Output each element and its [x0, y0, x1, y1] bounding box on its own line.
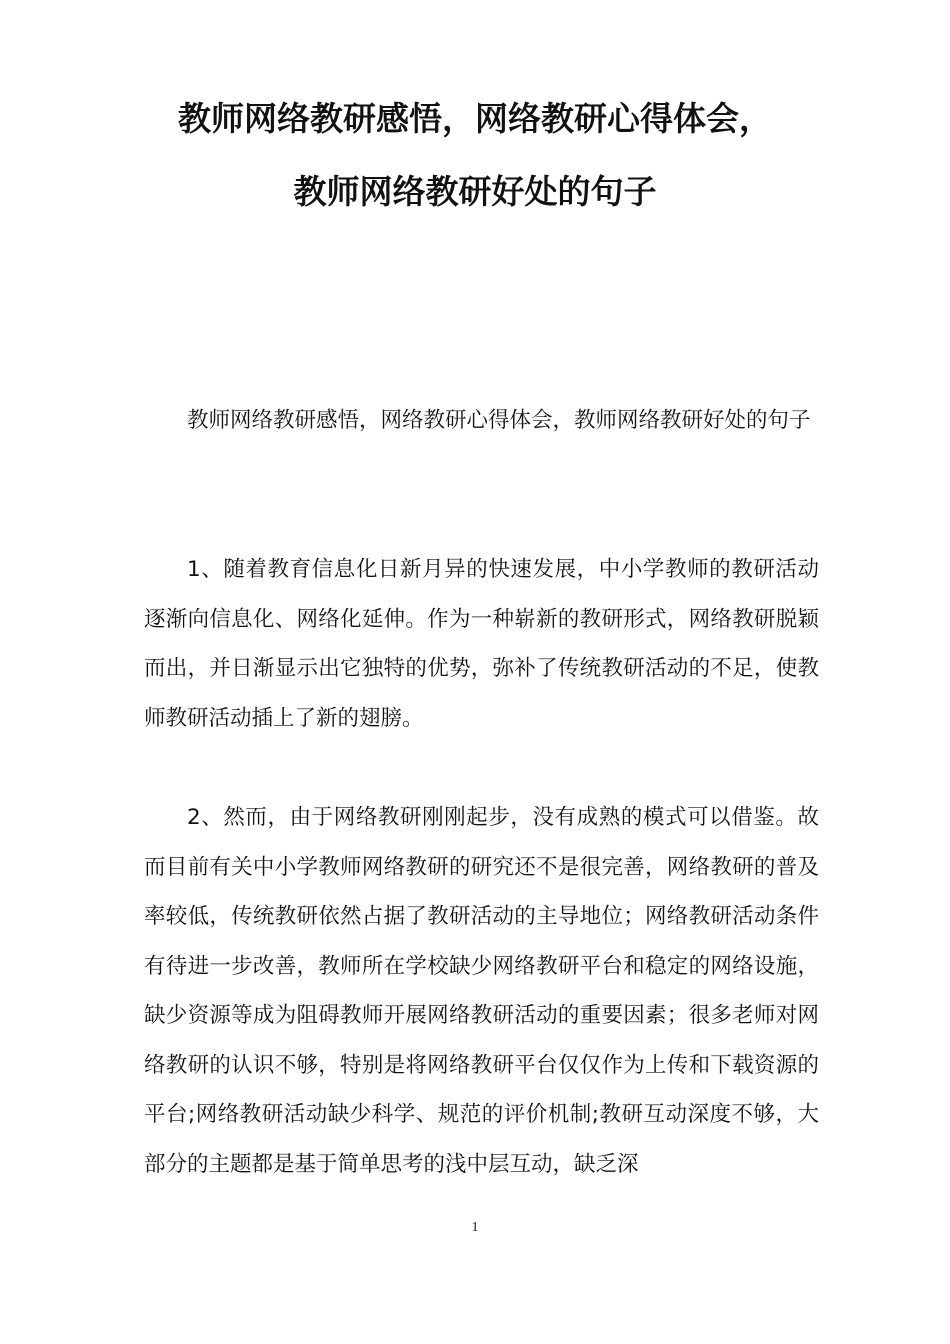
document-title-line-1: 教师网络教研感悟，网络教研心得体会， [178, 99, 772, 138]
paragraph-2: 2、然而，由于网络教研刚刚起步，没有成熟的模式可以借鉴。故而目前有关中小学教师网络教研的研究还不是很完善，网络教研的普及率较低，传统教研依然占据了教研活动的主导地位；网络教研活动条件有待进一步改善，教师所在学校缺少网络教研平台和稳定的网络设施，缺少资源等成为阻碍教师开展网络教研活动的重要因素；很多老师对网络教研的认识不够，特别是将网络教研平台仅仅作为上传和下载资源的平台;网络教研活动缺少科学、规范的评价机制;教研互动深度不够，大部分的主题都是基于简单思考的浅中层互动，缺乏深 [144, 805, 819, 1177]
intro-paragraph: 教师网络教研感悟，网络教研心得体会，教师网络教研好处的句子 [187, 408, 811, 433]
document-title-line-2: 教师网络教研好处的句子 [293, 172, 657, 211]
paragraph-1: 1、随着教育信息化日新月异的快速发展，中小学教师的教研活动逐渐向信息化、网络化延伸。作为一种崭新的教研形式，网络教研脱颖而出，并日渐显示出它独特的优势，弥补了传统教研活动的不足，使教师教研活动插上了新的翅膀。 [144, 557, 819, 731]
page-number: 1 [471, 1220, 479, 1235]
